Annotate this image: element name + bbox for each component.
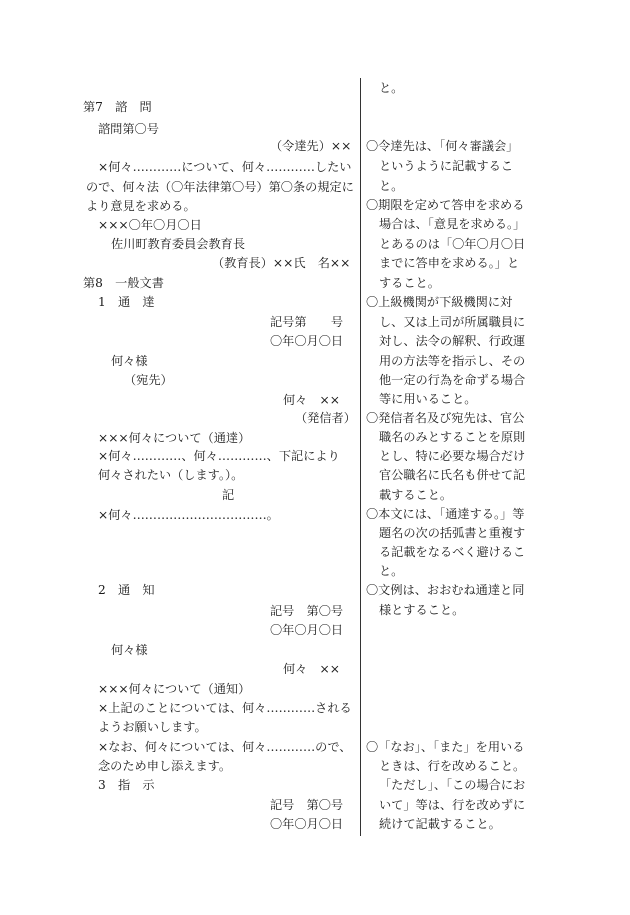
subheading-notification: 2 通 知 xyxy=(98,583,155,597)
note-line: 様とすること。 xyxy=(379,603,465,617)
column-divider xyxy=(360,78,361,836)
date-line: 〇年〇月〇日 xyxy=(270,623,344,637)
note-line: までに答申を求める。」と xyxy=(379,256,520,270)
body-line: 念のため申し添えます。 xyxy=(98,759,232,773)
note-line: と。 xyxy=(379,564,404,578)
body-line: ので、何々法（〇年法律第〇号）第〇条の規定に xyxy=(86,180,354,194)
note-line: 〇発信者名及び宛先は、官公 xyxy=(366,411,525,425)
note-line: 〇期限を定めて答申を求める xyxy=(366,198,525,212)
ki-marker: 記 xyxy=(222,488,235,502)
note-line: 他一定の行為を命ずる場合 xyxy=(379,373,526,387)
sender-label: （発信者） xyxy=(295,411,356,425)
body-line: 何々されたい（します。）。 xyxy=(98,468,244,482)
document-number: 記号 第〇号 xyxy=(270,604,344,618)
note-line: 〇本文には、「通達する。」等 xyxy=(366,507,525,521)
subheading-instruction: 3 指 示 xyxy=(98,778,155,792)
note-line: いて」等は、行を改めずに xyxy=(379,798,526,812)
note-line: ときは、行を改めること。 xyxy=(379,759,526,773)
subject-line: ×××何々について（通知） xyxy=(98,682,251,696)
note-line: 場合は、「意見を求める。」 xyxy=(379,217,526,231)
note-line: とあるのは「〇年〇月〇日 xyxy=(379,237,526,251)
sender-name: 何々 ×× xyxy=(283,662,340,676)
note-line: 〇「なお」、「また」を用いる xyxy=(366,740,525,754)
note-line: 〇令達先は、「何々審議会」 xyxy=(366,139,519,153)
addressee: 何々様 xyxy=(111,354,148,368)
note-line: というように記載するこ xyxy=(379,159,514,173)
subject-line: ×××何々について（通達） xyxy=(98,431,251,445)
note-line: 続けて記載すること。 xyxy=(379,817,501,831)
body-line: より意見を求める。 xyxy=(86,199,196,213)
document-number: 記号 第〇号 xyxy=(270,798,344,812)
note-line: る記載をなるべく避けるこ xyxy=(379,545,526,559)
note-line: 〇上級機関が下級機関に対 xyxy=(366,295,513,309)
heading-section-8: 第8 一般文書 xyxy=(83,276,164,290)
recipient-line: （令達先）×× xyxy=(270,139,352,153)
body-line: ×何々……………………………。 xyxy=(98,508,279,522)
date-line: 〇年〇月〇日 xyxy=(270,817,344,831)
note-line: 載すること。 xyxy=(379,488,453,502)
note-line: 題名の次の括弧書と重複す xyxy=(379,526,526,540)
body-line: ×何々…………について、何々…………したい xyxy=(98,160,352,174)
note-line: 〇文例は、おおむね通達と同 xyxy=(366,583,525,597)
date-line: ×××〇年〇月〇日 xyxy=(98,218,202,232)
date-line: 〇年〇月〇日 xyxy=(270,334,344,348)
issuer-name: （教育長）××氏 名×× xyxy=(212,256,351,270)
inquiry-number: 諮問第〇号 xyxy=(98,122,159,136)
note-line: すること。 xyxy=(379,276,440,290)
issuer-org: 佐川町教育委員会教育長 xyxy=(111,237,246,251)
note-line: 等に用いること。 xyxy=(379,392,477,406)
note-line: と。 xyxy=(379,81,404,95)
sender-name: 何々 ×× xyxy=(283,393,340,407)
body-line: ようお願いします。 xyxy=(98,720,207,734)
note-line: 官公職名に氏名も併せて記 xyxy=(379,468,526,482)
body-line: ×何々…………、何々…………、下記により xyxy=(98,449,340,463)
body-line: ×上記のことについては、何々…………される xyxy=(98,701,352,715)
addressee: 何々様 xyxy=(111,643,148,657)
note-line: 対し、法令の解釈、行政運 xyxy=(379,334,526,348)
addressee-label: （宛先） xyxy=(124,373,173,387)
heading-section-7: 第7 諮 問 xyxy=(83,100,152,114)
subheading-notice: 1 通 達 xyxy=(98,295,155,309)
note-line: 「ただし」、「この場合にお xyxy=(379,778,526,792)
document-number: 記号第 号 xyxy=(270,315,344,329)
body-line: ×なお、何々については、何々…………ので、 xyxy=(98,740,352,754)
note-line: し、又は上司が所属職員に xyxy=(379,315,526,329)
note-line: 用の方法等を指示し、その xyxy=(379,354,526,368)
note-line: と。 xyxy=(379,179,404,193)
note-line: とし、特に必要な場合だけ xyxy=(379,449,526,463)
note-line: 職名のみとすることを原則 xyxy=(379,430,526,444)
